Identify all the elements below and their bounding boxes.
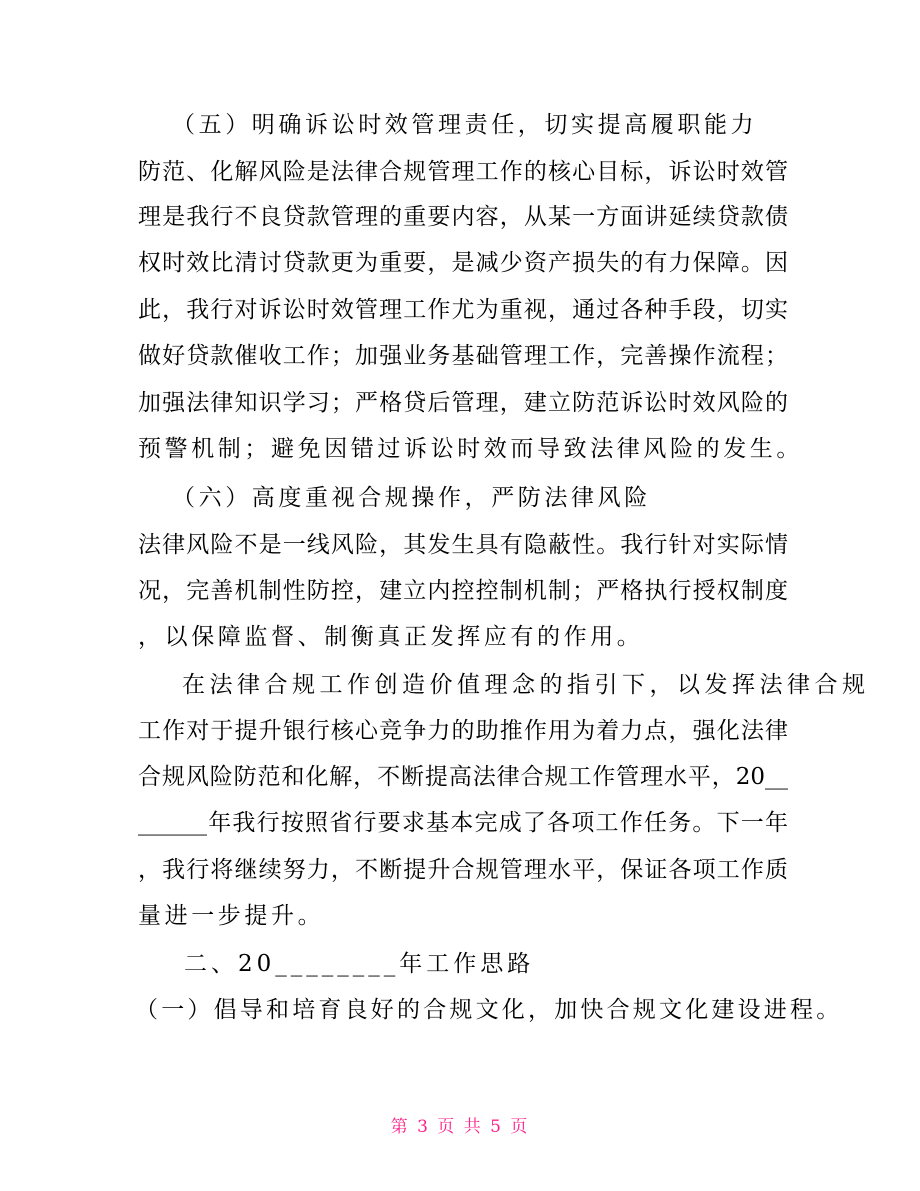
paragraph-line: ______年我行按照省行要求基本完成了各项工作任务。下一年 (138, 810, 788, 836)
paragraph-line: 做好贷款催收工作；加强业务基础管理工作，完善操作流程； (138, 343, 788, 369)
page-number-footer: 第 3 页 共 5 页 (390, 1117, 530, 1137)
paragraph-line: 合规风险防范和化解，不断提高法律合规工作管理水平，20__ (138, 764, 788, 790)
paragraph-line: 量进一步提升。 (138, 903, 325, 929)
paragraph-line: 况，完善机制性防控，建立内控控制机制；严格执行授权制度 (138, 578, 788, 604)
section-heading-5: （五）明确诉讼时效管理责任，切实提高履职能力 (172, 112, 758, 138)
paragraph-line: 预警机制；避免因错过诉讼时效而导致法律风险的发生。 (138, 436, 803, 462)
paragraph-line: 防范、化解风险是法律合规管理工作的核心目标，诉讼时效管 (138, 159, 788, 185)
section-heading-2: 二、20________年工作思路 (184, 951, 535, 977)
section-heading-6: （六）高度重视合规操作，严防法律风险 (172, 485, 651, 511)
paragraph-line-indented: 在法律合规工作创造价值理念的指引下，以发挥法律合规 (182, 672, 870, 698)
paragraph-line: ，我行将继续努力，不断提升合规管理水平，保证各项工作质 (138, 857, 788, 883)
paragraph-line: 理是我行不良贷款管理的重要内容，从某一方面讲延续贷款债 (138, 204, 788, 230)
subsection-heading-1: （一）倡导和培育良好的合规文化，加快合规文化建设进程。 (135, 997, 843, 1023)
paragraph-line: 法律风险不是一线风险，其发生具有隐蔽性。我行针对实际情 (138, 532, 788, 558)
paragraph-line: 此，我行对诉讼时效管理工作尤为重视，通过各种手段，切实 (138, 297, 788, 323)
paragraph-line: 加强法律知识学习；严格贷后管理，建立防范诉讼时效风险的 (138, 390, 788, 416)
paragraph-line: ，以保障监督、制衡真正发挥应有的作用。 (138, 624, 644, 650)
paragraph-line: 权时效比清讨贷款更为重要，是减少资产损失的有力保障。因 (138, 250, 788, 276)
paragraph-line: 工作对于提升银行核心竞争力的助推作用为着力点，强化法律 (138, 718, 788, 744)
